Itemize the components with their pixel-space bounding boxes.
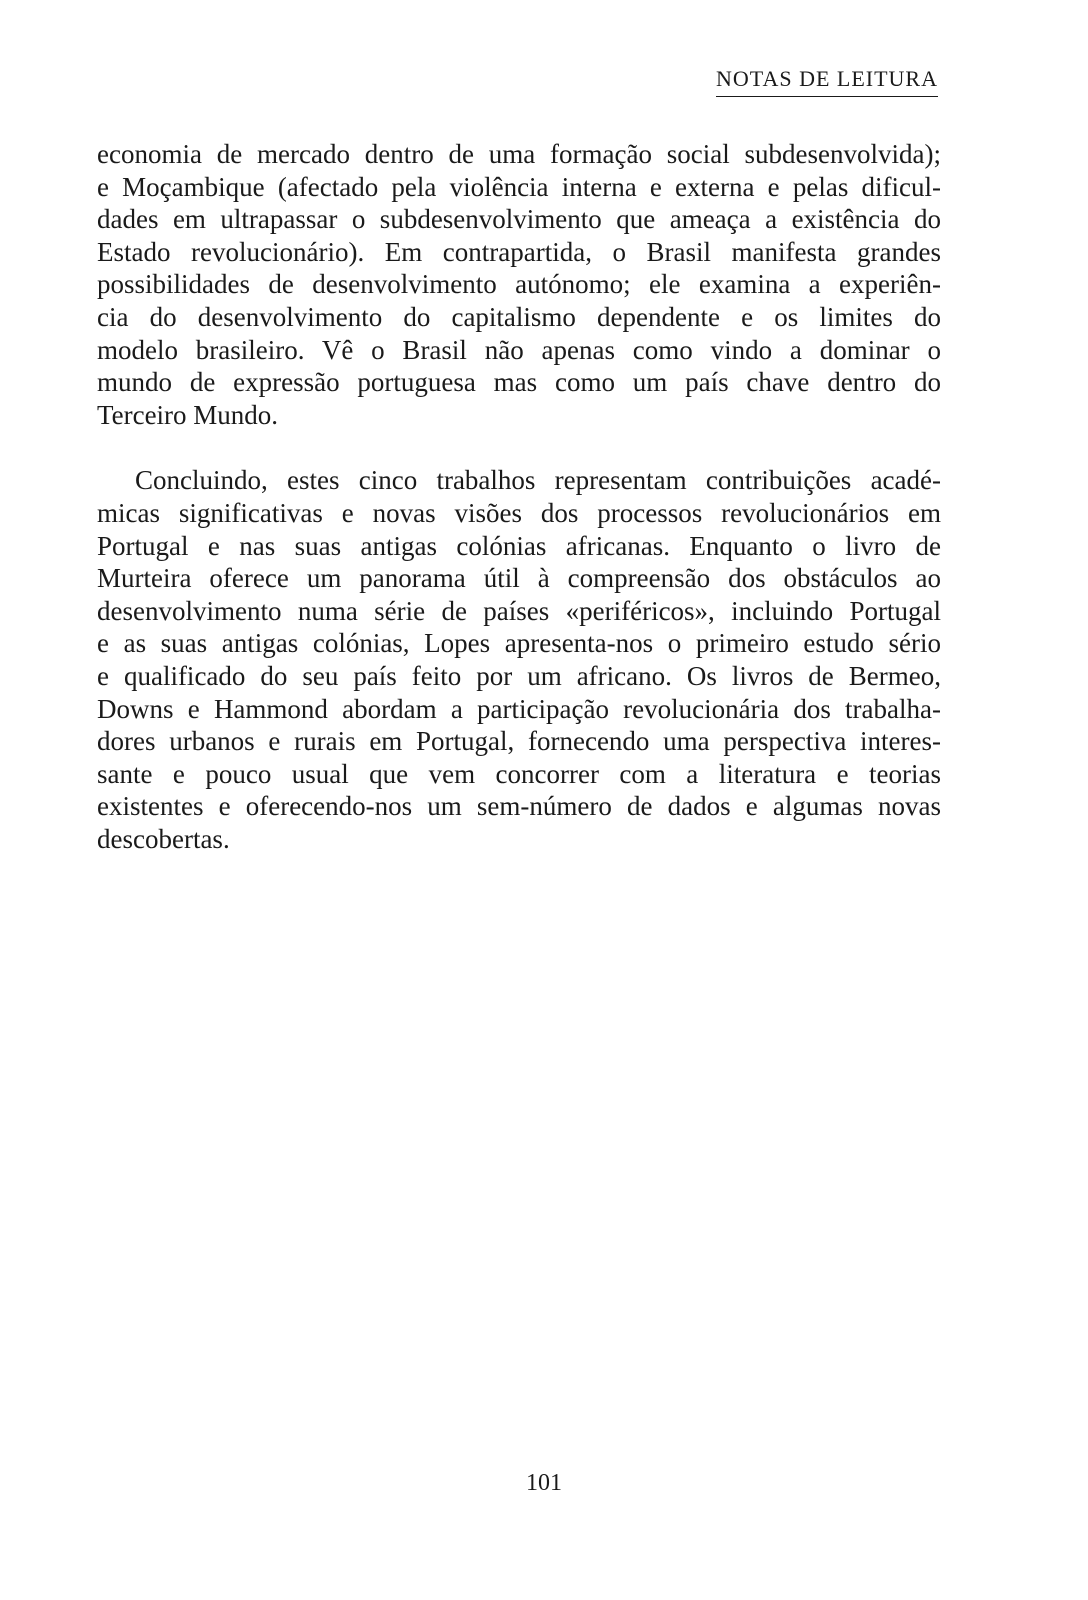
paragraph-2 <box>97 464 941 855</box>
text-line: dores urbanos e rurais em Portugal, fornecendo uma perspectiva interes- <box>97 726 941 757</box>
text-line: e as suas antigas colónias, Lopes apresenta-nos o primeiro estudo sério <box>97 628 941 659</box>
text-line: modelo brasileiro. Vê o Brasil não apenas como vindo a dominar o <box>97 334 941 365</box>
text-line: Terceiro Mundo. <box>97 399 279 430</box>
text-line: Estado revolucionário). Em contrapartida, o Brasil manifesta grandes <box>97 236 941 267</box>
text-line: e qualificado do seu país feito por um africano. Os livros de Bermeo, <box>97 660 941 691</box>
text-line: micas significativas e novas visões dos processos revolucionários em <box>97 497 941 528</box>
text-line: Murteira oferece um panorama útil à compreensão dos obstáculos ao <box>97 563 941 594</box>
text-line: mundo de expressão portuguesa mas como um país chave dentro do <box>97 367 941 398</box>
text-line: sante e pouco usual que vem concorrer com a literatura e teorias <box>97 758 941 789</box>
paragraph-gap <box>97 431 941 464</box>
body-text <box>97 138 941 855</box>
text-line: possibilidades de desenvolvimento autónomo; ele examina a experiên- <box>97 269 941 300</box>
page-number: 101 <box>526 1470 562 1496</box>
running-head-title: NOTAS DE LEITURA <box>716 66 938 97</box>
text-line: cia do desenvolvimento do capitalismo dependente e os limites do <box>97 301 941 332</box>
text-line: dades em ultrapassar o subdesenvolvimento que ameaça a existência do <box>97 204 941 235</box>
text-line: Portugal e nas suas antigas colónias africanas. Enquanto o livro de <box>97 530 941 561</box>
text-line: e Moçambique (afectado pela violência interna e externa e pelas dificul- <box>97 171 941 202</box>
text-line: Concluindo, estes cinco trabalhos representam contribuições acadé- <box>135 465 941 496</box>
text-line: desenvolvimento numa série de países «periféricos», incluindo Portugal <box>97 595 941 626</box>
text-line: descobertas. <box>97 823 230 854</box>
text-line: economia de mercado dentro de uma formação social subdesenvolvida); <box>97 139 941 169</box>
paragraph-1 <box>97 138 941 431</box>
text-line: Downs e Hammond abordam a participação revolucionária dos trabalha- <box>97 693 941 724</box>
text-line: existentes e oferecendo-nos um sem-número de dados e algumas novas <box>97 791 941 822</box>
